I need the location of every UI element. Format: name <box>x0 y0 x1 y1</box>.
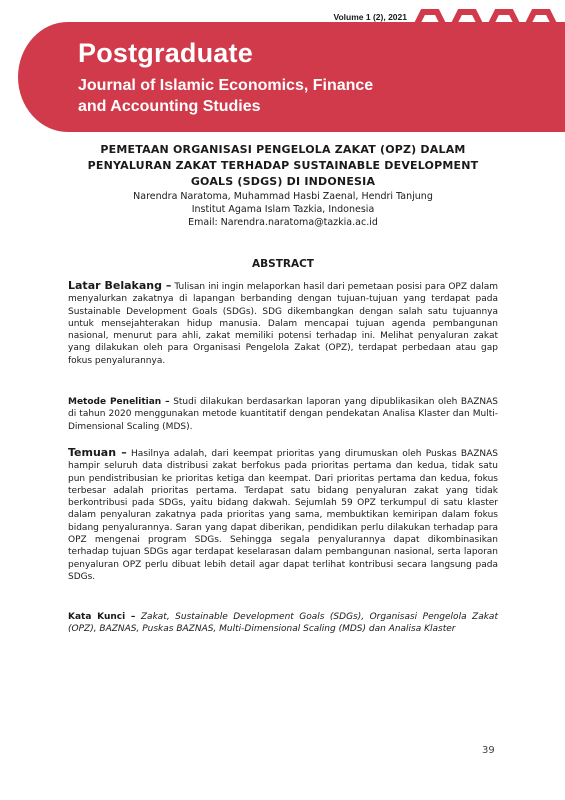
findings-text: Hasilnya adalah, dari keempat prioritas yang dirumuskan oleh Puskas BAZNAS hampir seluruh data distribusi zakat berfokus pada prioritas pertama dan kedua, tidak satu pun pendistribusian ke prioritas ketiga dan keempat. Dari prioritas pertama dan kedua, fokus terbesar adalah prioritas pertama. Terdapat satu bidang penyaluran zakat yang tidak berkontribusi pada SDGs, yaitu bidang dakwah. Sejumlah 59 OPZ terkumpul di satu klaster dalam penyaluran zakatnya pada prioritas yang sama, membuktikan kemiripan dalam fokus bidang penyalurannya. Saran yang dapat diberikan, pendidikan perlu dilakukan terhadap para OPZ mengenai program SDGs. Sehingga segala penyalurannya dapat dikombinasikan terhadap tujuan SDGs agar terdapat keselarasan dalam pembangunan nasional, serta laporan penyaluran OPZ perlu dibuat lebih detail agar dapat terlihat kontribusi secara langsung pada SDGs. <box>68 449 498 582</box>
hexagon-logo-icon <box>405 6 565 46</box>
paper-title <box>68 142 498 190</box>
email: Email: Narendra.naratoma@tazkia.ac.id <box>188 217 378 228</box>
journal-subtitle-line2: and Accounting Studies <box>78 98 261 115</box>
method-text: Studi dilakukan berdasarkan laporan yang dipublikasikan oleh BAZNAS di tahun 2020 menggunakan metode kuantitatif dengan pendekatan Analisa Klaster dan Multi-Dimensional Scaling (MDS). <box>68 397 499 432</box>
journal-subtitle <box>78 75 478 117</box>
keywords-label: Kata Kunci – <box>68 612 136 622</box>
abstract-findings <box>68 447 498 583</box>
author-block <box>68 190 498 229</box>
method-label: Metode Penelitian – <box>68 397 170 407</box>
background-label: Latar Belakang – <box>68 279 172 292</box>
paper-title-line1: PEMETAAN ORGANISASI PENGELOLA ZAKAT (OPZ) DALAM <box>100 143 466 156</box>
paper-title-line3: GOALS (SDGS) DI INDONESIA <box>190 175 376 188</box>
page-number: 39 <box>482 745 495 756</box>
institution: Institut Agama Islam Tazkia, Indonesia <box>191 204 375 215</box>
findings-label: Temuan – <box>68 446 127 459</box>
background-text: Tulisan ini ingin melaporkan hasil dari pemetaan posisi para OPZ dalam menyalurkan zakatnya di lapangan berbanding dengan tujuan-tujuan yang terdapat pada Sustainable Development Goals (SDGs). SDG dikembangkan dengan salah satu tujuannya untuk mensejahterakan hidup manusia. Dalam mencapai tujuan agenda pembangunan nasional, menurut para ahli, zakat memiliki potensi terhadap ini. Melihat penyaluran zakat yang dilakukan oleh para Organisasi Pengelola Zakat (OPZ), terdapat perbedaan atau gap fokus penyalurannya. <box>68 282 498 366</box>
abstract-background <box>68 280 498 367</box>
abstract-heading: ABSTRACT <box>252 258 314 270</box>
paper-title-line2: PENYALURAN ZAKAT TERHADAP SUSTAINABLE DEVELOPMENT <box>87 159 479 172</box>
volume-label: Volume 1 (2), 2021 <box>333 12 407 22</box>
keywords-text: Zakat, Sustainable Development Goals (SDGs), Organisasi Pengelola Zakat (OPZ), BAZNAS, Puskas BAZNAS, Multi-Dimensional Scaling (MDS) dan Analisa Klaster <box>68 612 498 635</box>
abstract-keywords <box>68 611 498 636</box>
journal-title: Postgraduate <box>78 38 253 68</box>
authors: Narendra Naratoma, Muhammad Hasbi Zaenal, Hendri Tanjung <box>133 191 433 202</box>
abstract-method <box>68 396 498 433</box>
journal-subtitle-line1: Journal of Islamic Economics, Finance <box>78 77 374 94</box>
